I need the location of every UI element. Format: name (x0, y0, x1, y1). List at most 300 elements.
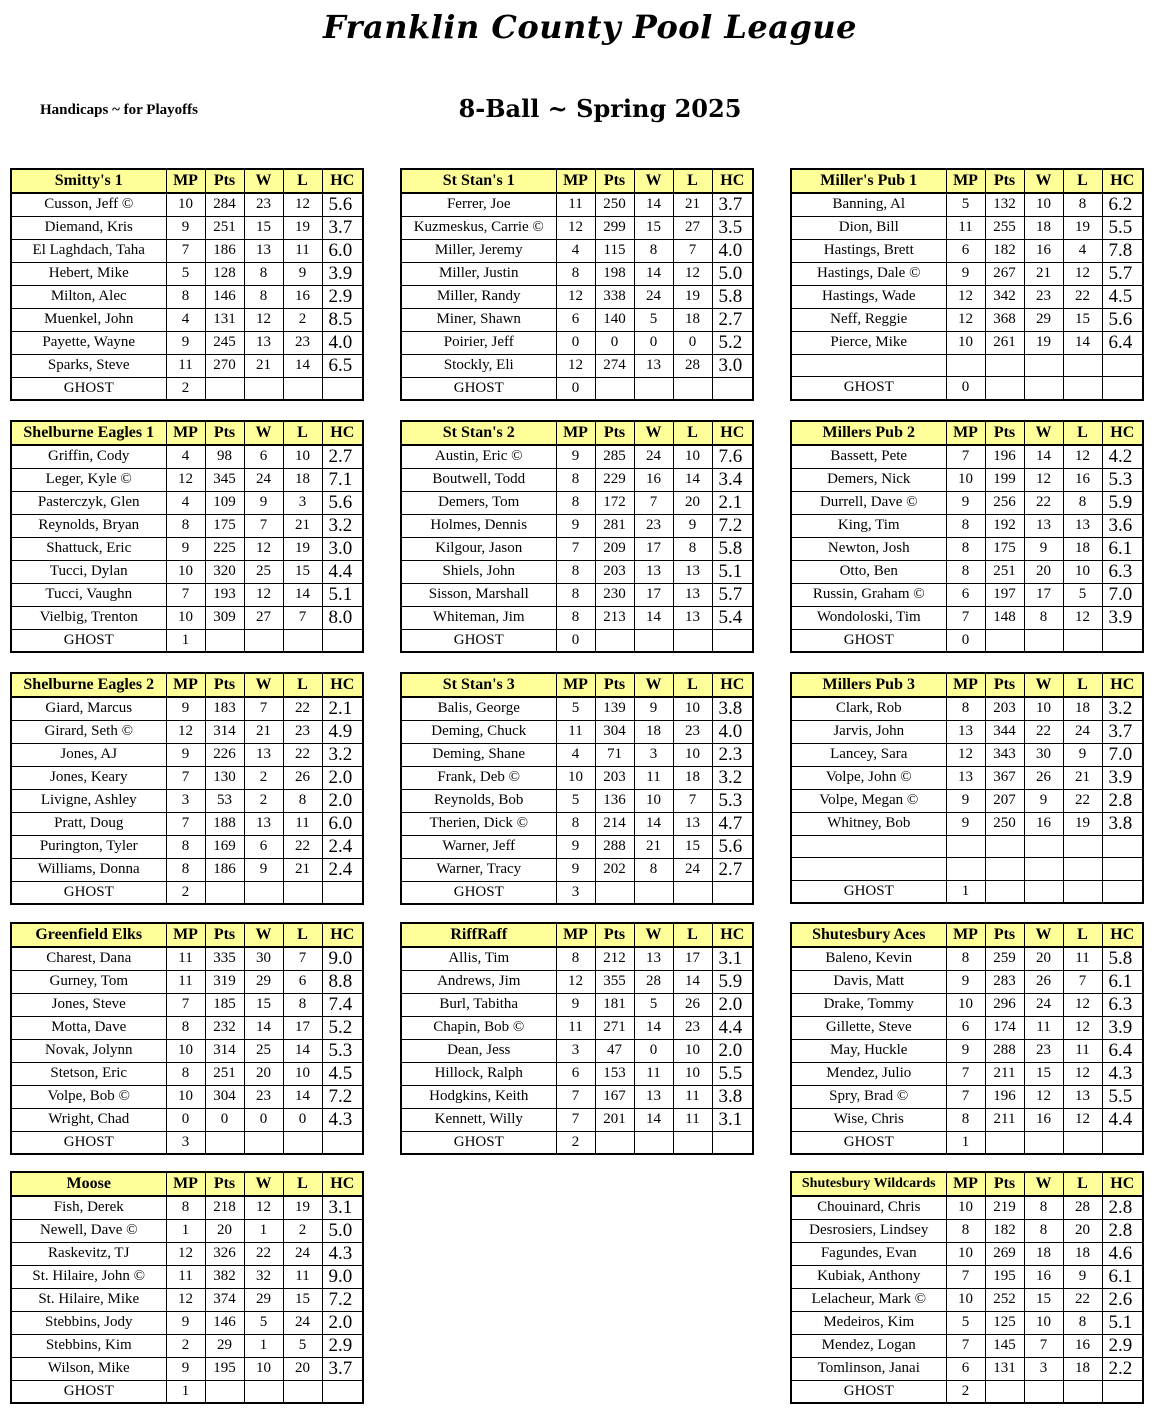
player-row (791, 1108, 1143, 1131)
losses: 9 (1063, 1265, 1102, 1288)
handicap (1102, 354, 1143, 377)
matches-played: 0 (556, 331, 595, 354)
losses: 11 (673, 1108, 712, 1131)
wins: 25 (244, 560, 283, 583)
handicap: 3.9 (322, 262, 363, 285)
wins: 29 (244, 1288, 283, 1311)
team-table (400, 420, 754, 653)
player-name: Charest, Dana (11, 947, 166, 971)
wins: 13 (634, 947, 673, 971)
handicap: 6.3 (1102, 993, 1143, 1016)
column-header-w: W (634, 169, 673, 193)
team-table (400, 922, 754, 1155)
wins (244, 629, 283, 652)
player-name: Demers, Nick (791, 468, 946, 491)
wins: 12 (244, 583, 283, 606)
wins: 16 (1024, 239, 1063, 262)
wins: 21 (1024, 262, 1063, 285)
wins: 5 (634, 308, 673, 331)
column-header-w: W (634, 923, 673, 947)
handicap: 3.4 (712, 468, 753, 491)
matches-played: 2 (166, 1334, 205, 1357)
handicap: 8.0 (322, 606, 363, 629)
player-name: Tucci, Dylan (11, 560, 166, 583)
player-name: Tucci, Vaughn (11, 583, 166, 606)
losses: 19 (673, 285, 712, 308)
points: 136 (595, 789, 634, 812)
wins: 23 (1024, 1039, 1063, 1062)
wins: 8 (634, 858, 673, 881)
wins: 7 (244, 697, 283, 721)
wins: 8 (1024, 606, 1063, 629)
losses: 16 (283, 285, 322, 308)
wins: 7 (1024, 1334, 1063, 1357)
losses: 10 (283, 445, 322, 469)
wins: 16 (1024, 1108, 1063, 1131)
player-name: Warner, Tracy (401, 858, 556, 881)
player-row (791, 262, 1143, 285)
player-row (401, 560, 753, 583)
points: 269 (985, 1242, 1024, 1265)
player-name: Tomlinson, Janai (791, 1357, 946, 1380)
points: 338 (595, 285, 634, 308)
matches-played: 3 (166, 1131, 205, 1154)
wins: 21 (244, 354, 283, 377)
team-name: Shelburne Eagles 1 (11, 421, 166, 445)
player-row (11, 812, 363, 835)
points: 146 (205, 1311, 244, 1334)
losses: 14 (283, 1039, 322, 1062)
column-header-w: W (1024, 169, 1063, 193)
player-name: Leger, Kyle © (11, 468, 166, 491)
team-name: RiffRaff (401, 923, 556, 947)
column-header-pts: Pts (205, 1172, 244, 1196)
player-name: Bassett, Pete (791, 445, 946, 469)
player-name: Whitney, Bob (791, 812, 946, 835)
player-name: GHOST (791, 1380, 946, 1403)
matches-played: 4 (166, 445, 205, 469)
team-name: St Stan's 1 (401, 169, 556, 193)
handicap: 3.7 (712, 193, 753, 217)
losses: 21 (673, 193, 712, 217)
column-header-w: W (1024, 923, 1063, 947)
player-row (791, 468, 1143, 491)
wins: 8 (1024, 1219, 1063, 1242)
team-name: Shutesbury Wildcards (791, 1172, 946, 1196)
player-name: Balis, George (401, 697, 556, 721)
losses: 19 (1063, 216, 1102, 239)
wins: 13 (634, 354, 673, 377)
player-row (791, 239, 1143, 262)
matches-played: 9 (166, 697, 205, 721)
points: 53 (205, 789, 244, 812)
matches-played: 10 (946, 1242, 985, 1265)
matches-played: 9 (556, 858, 595, 881)
wins: 0 (244, 1108, 283, 1131)
player-name: Volpe, John © (791, 766, 946, 789)
wins (244, 881, 283, 904)
matches-played: 2 (556, 1131, 595, 1154)
wins: 29 (244, 970, 283, 993)
points: 245 (205, 331, 244, 354)
player-row (11, 514, 363, 537)
column-header-l: L (673, 169, 712, 193)
matches-played: 7 (946, 1334, 985, 1357)
losses: 10 (1063, 560, 1102, 583)
handicap: 2.2 (1102, 1357, 1143, 1380)
handicap (712, 629, 753, 652)
player-row (11, 1311, 363, 1334)
losses: 26 (283, 766, 322, 789)
matches-played: 7 (946, 606, 985, 629)
column-header-w: W (634, 673, 673, 697)
losses: 18 (1063, 697, 1102, 721)
player-name: GHOST (791, 880, 946, 903)
matches-played: 8 (946, 537, 985, 560)
matches-played: 10 (166, 560, 205, 583)
losses: 20 (283, 1357, 322, 1380)
player-row (791, 766, 1143, 789)
handicap (322, 881, 363, 904)
points (205, 629, 244, 652)
points: 211 (985, 1062, 1024, 1085)
player-row (11, 1334, 363, 1357)
wins: 1 (244, 1334, 283, 1357)
team-name: Miller's Pub 1 (791, 169, 946, 193)
wins (1024, 835, 1063, 858)
handicap: 2.7 (712, 308, 753, 331)
matches-played: 13 (946, 720, 985, 743)
points: 211 (985, 1108, 1024, 1131)
column-header-hc: HC (1102, 673, 1143, 697)
matches-played: 11 (556, 720, 595, 743)
losses: 17 (673, 947, 712, 971)
column-header-pts: Pts (985, 923, 1024, 947)
player-name: Ferrer, Joe (401, 193, 556, 217)
points: 345 (205, 468, 244, 491)
losses: 22 (1063, 1288, 1102, 1311)
player-row (791, 789, 1143, 812)
handicap: 5.7 (712, 583, 753, 606)
player-row (401, 193, 753, 217)
player-row (11, 606, 363, 629)
column-header-mp: MP (946, 1172, 985, 1196)
player-name: Lancey, Sara (791, 743, 946, 766)
handicap: 2.9 (1102, 1334, 1143, 1357)
handicap: 9.0 (322, 947, 363, 971)
player-row (11, 216, 363, 239)
column-header-pts: Pts (985, 169, 1024, 193)
losses: 21 (283, 514, 322, 537)
losses: 12 (1063, 1062, 1102, 1085)
team-table (790, 168, 1144, 401)
points: 195 (985, 1265, 1024, 1288)
matches-played: 11 (556, 1016, 595, 1039)
player-name: Therien, Dick © (401, 812, 556, 835)
points: 355 (595, 970, 634, 993)
column-header-l: L (673, 673, 712, 697)
player-row (401, 491, 753, 514)
matches-played: 7 (166, 993, 205, 1016)
wins: 13 (634, 560, 673, 583)
points: 304 (595, 720, 634, 743)
points: 344 (985, 720, 1024, 743)
points: 288 (595, 835, 634, 858)
points: 232 (205, 1016, 244, 1039)
losses: 5 (283, 1334, 322, 1357)
player-name: Deming, Shane (401, 743, 556, 766)
losses: 11 (1063, 947, 1102, 971)
wins: 8 (244, 285, 283, 308)
column-header-mp: MP (556, 421, 595, 445)
player-name: Williams, Donna (11, 858, 166, 881)
column-header-l: L (1063, 169, 1102, 193)
column-header-w: W (1024, 421, 1063, 445)
matches-played: 1 (946, 1131, 985, 1154)
handicap: 2.3 (712, 743, 753, 766)
losses (673, 1131, 712, 1154)
wins: 15 (1024, 1062, 1063, 1085)
wins: 26 (1024, 970, 1063, 993)
player-name: Livigne, Ashley (11, 789, 166, 812)
matches-played (946, 354, 985, 377)
player-row (11, 1108, 363, 1131)
handicap: 3.0 (322, 537, 363, 560)
matches-played: 8 (556, 812, 595, 835)
handicap: 5.3 (1102, 468, 1143, 491)
player-row (791, 308, 1143, 331)
handicap: 5.1 (1102, 1311, 1143, 1334)
column-header-mp: MP (556, 673, 595, 697)
losses: 20 (673, 491, 712, 514)
player-row (791, 1196, 1143, 1220)
player-name: Reynolds, Bob (401, 789, 556, 812)
matches-played: 4 (556, 743, 595, 766)
player-name: Novak, Jolynn (11, 1039, 166, 1062)
handicap: 2.7 (712, 858, 753, 881)
points: 130 (205, 766, 244, 789)
wins: 12 (1024, 468, 1063, 491)
handicap: 4.5 (1102, 285, 1143, 308)
handicap: 5.4 (712, 606, 753, 629)
matches-played: 12 (946, 743, 985, 766)
column-header-mp: MP (946, 169, 985, 193)
handicap: 5.8 (1102, 947, 1143, 971)
matches-played: 10 (556, 766, 595, 789)
points: 309 (205, 606, 244, 629)
ghost-row (401, 1131, 753, 1154)
matches-played: 9 (166, 216, 205, 239)
points: 203 (985, 697, 1024, 721)
matches-played: 9 (946, 262, 985, 285)
handicap: 6.2 (1102, 193, 1143, 217)
player-row (401, 858, 753, 881)
wins: 23 (1024, 285, 1063, 308)
player-name: GHOST (401, 629, 556, 652)
player-name: Pasterczyk, Glen (11, 491, 166, 514)
losses (1063, 629, 1102, 652)
team-table (400, 672, 754, 905)
wins: 10 (1024, 193, 1063, 217)
handicap: 5.5 (1102, 1085, 1143, 1108)
losses: 28 (673, 354, 712, 377)
points: 214 (595, 812, 634, 835)
wins: 0 (634, 331, 673, 354)
player-name: Holmes, Dennis (401, 514, 556, 537)
handicap: 5.2 (712, 331, 753, 354)
handicap: 5.6 (322, 491, 363, 514)
losses: 14 (283, 354, 322, 377)
player-row (11, 789, 363, 812)
player-name: Wondoloski, Tim (791, 606, 946, 629)
ghost-row (11, 377, 363, 400)
player-row (11, 1219, 363, 1242)
player-name: Mendez, Logan (791, 1334, 946, 1357)
points: 261 (985, 331, 1024, 354)
player-name: Stetson, Eric (11, 1062, 166, 1085)
matches-played: 10 (166, 1039, 205, 1062)
handicap: 3.2 (712, 766, 753, 789)
player-name (791, 835, 946, 858)
points: 226 (205, 743, 244, 766)
player-name: Stebbins, Jody (11, 1311, 166, 1334)
handicap: 5.3 (712, 789, 753, 812)
matches-played: 10 (946, 1288, 985, 1311)
points: 296 (985, 993, 1024, 1016)
player-name: GHOST (401, 1131, 556, 1154)
wins: 14 (634, 606, 673, 629)
handicap: 6.4 (1102, 1039, 1143, 1062)
player-row (401, 468, 753, 491)
player-row (791, 970, 1143, 993)
points: 109 (205, 491, 244, 514)
losses: 21 (283, 858, 322, 881)
handicap: 2.8 (1102, 1219, 1143, 1242)
losses: 24 (283, 1242, 322, 1265)
points: 267 (985, 262, 1024, 285)
handicap: 3.2 (322, 514, 363, 537)
points: 153 (595, 1062, 634, 1085)
wins: 11 (634, 766, 673, 789)
losses: 6 (283, 970, 322, 993)
matches-played: 9 (946, 970, 985, 993)
handicap: 2.1 (712, 491, 753, 514)
handicap: 3.1 (322, 1196, 363, 1220)
player-name: Hastings, Dale © (791, 262, 946, 285)
ghost-row (791, 1380, 1143, 1403)
handicap: 2.8 (1102, 789, 1143, 812)
losses: 15 (1063, 308, 1102, 331)
wins (244, 377, 283, 400)
wins: 2 (244, 789, 283, 812)
matches-played: 0 (166, 1108, 205, 1131)
handicap: 6.1 (1102, 1265, 1143, 1288)
losses: 13 (1063, 1085, 1102, 1108)
handicap: 5.2 (322, 1016, 363, 1039)
player-name: Reynolds, Bryan (11, 514, 166, 537)
player-name: Milton, Alec (11, 285, 166, 308)
losses: 12 (1063, 445, 1102, 469)
wins (634, 377, 673, 400)
losses: 2 (283, 308, 322, 331)
points: 319 (205, 970, 244, 993)
wins: 14 (634, 193, 673, 217)
player-name: Whiteman, Jim (401, 606, 556, 629)
points: 115 (595, 239, 634, 262)
losses: 27 (673, 216, 712, 239)
player-row (791, 537, 1143, 560)
player-row (11, 193, 363, 217)
player-name: Fagundes, Evan (791, 1242, 946, 1265)
points: 335 (205, 947, 244, 971)
losses: 12 (1063, 1016, 1102, 1039)
losses (1063, 1131, 1102, 1154)
points: 167 (595, 1085, 634, 1108)
handicap: 5.9 (712, 970, 753, 993)
wins: 0 (634, 1039, 673, 1062)
matches-played: 5 (556, 697, 595, 721)
wins: 22 (1024, 491, 1063, 514)
player-row (791, 560, 1143, 583)
handicap (322, 1131, 363, 1154)
losses: 14 (283, 583, 322, 606)
losses: 17 (283, 1016, 322, 1039)
wins: 13 (244, 239, 283, 262)
points: 185 (205, 993, 244, 1016)
points: 250 (985, 812, 1024, 835)
points: 145 (985, 1334, 1024, 1357)
wins: 3 (1024, 1357, 1063, 1380)
column-header-w: W (244, 923, 283, 947)
player-row (791, 1334, 1143, 1357)
player-name: Kennett, Willy (401, 1108, 556, 1131)
column-header-l: L (673, 923, 712, 947)
handicap: 5.1 (322, 583, 363, 606)
wins: 7 (244, 514, 283, 537)
handicap: 4.4 (1102, 1108, 1143, 1131)
handicap: 3.0 (712, 354, 753, 377)
player-row (401, 1062, 753, 1085)
losses: 18 (1063, 537, 1102, 560)
player-name: GHOST (11, 881, 166, 904)
losses (673, 377, 712, 400)
points: 196 (985, 1085, 1024, 1108)
handicap (712, 1131, 753, 1154)
player-name: Miller, Justin (401, 262, 556, 285)
matches-played: 9 (946, 812, 985, 835)
player-name: Hillock, Ralph (401, 1062, 556, 1085)
wins: 14 (634, 1108, 673, 1131)
handicap: 5.0 (712, 262, 753, 285)
losses: 23 (673, 720, 712, 743)
points: 281 (595, 514, 634, 537)
losses: 19 (283, 216, 322, 239)
matches-played: 6 (946, 583, 985, 606)
player-row (11, 766, 363, 789)
handicaps-subtitle: Handicaps ~ for Playoffs (40, 102, 198, 118)
points: 255 (985, 216, 1024, 239)
handicap (712, 881, 753, 904)
team-table (10, 672, 364, 905)
losses: 18 (673, 308, 712, 331)
wins (244, 1380, 283, 1403)
losses: 7 (673, 239, 712, 262)
player-row (401, 720, 753, 743)
wins: 25 (244, 1039, 283, 1062)
player-name: Frank, Deb © (401, 766, 556, 789)
column-header-hc: HC (712, 673, 753, 697)
wins: 22 (244, 1242, 283, 1265)
